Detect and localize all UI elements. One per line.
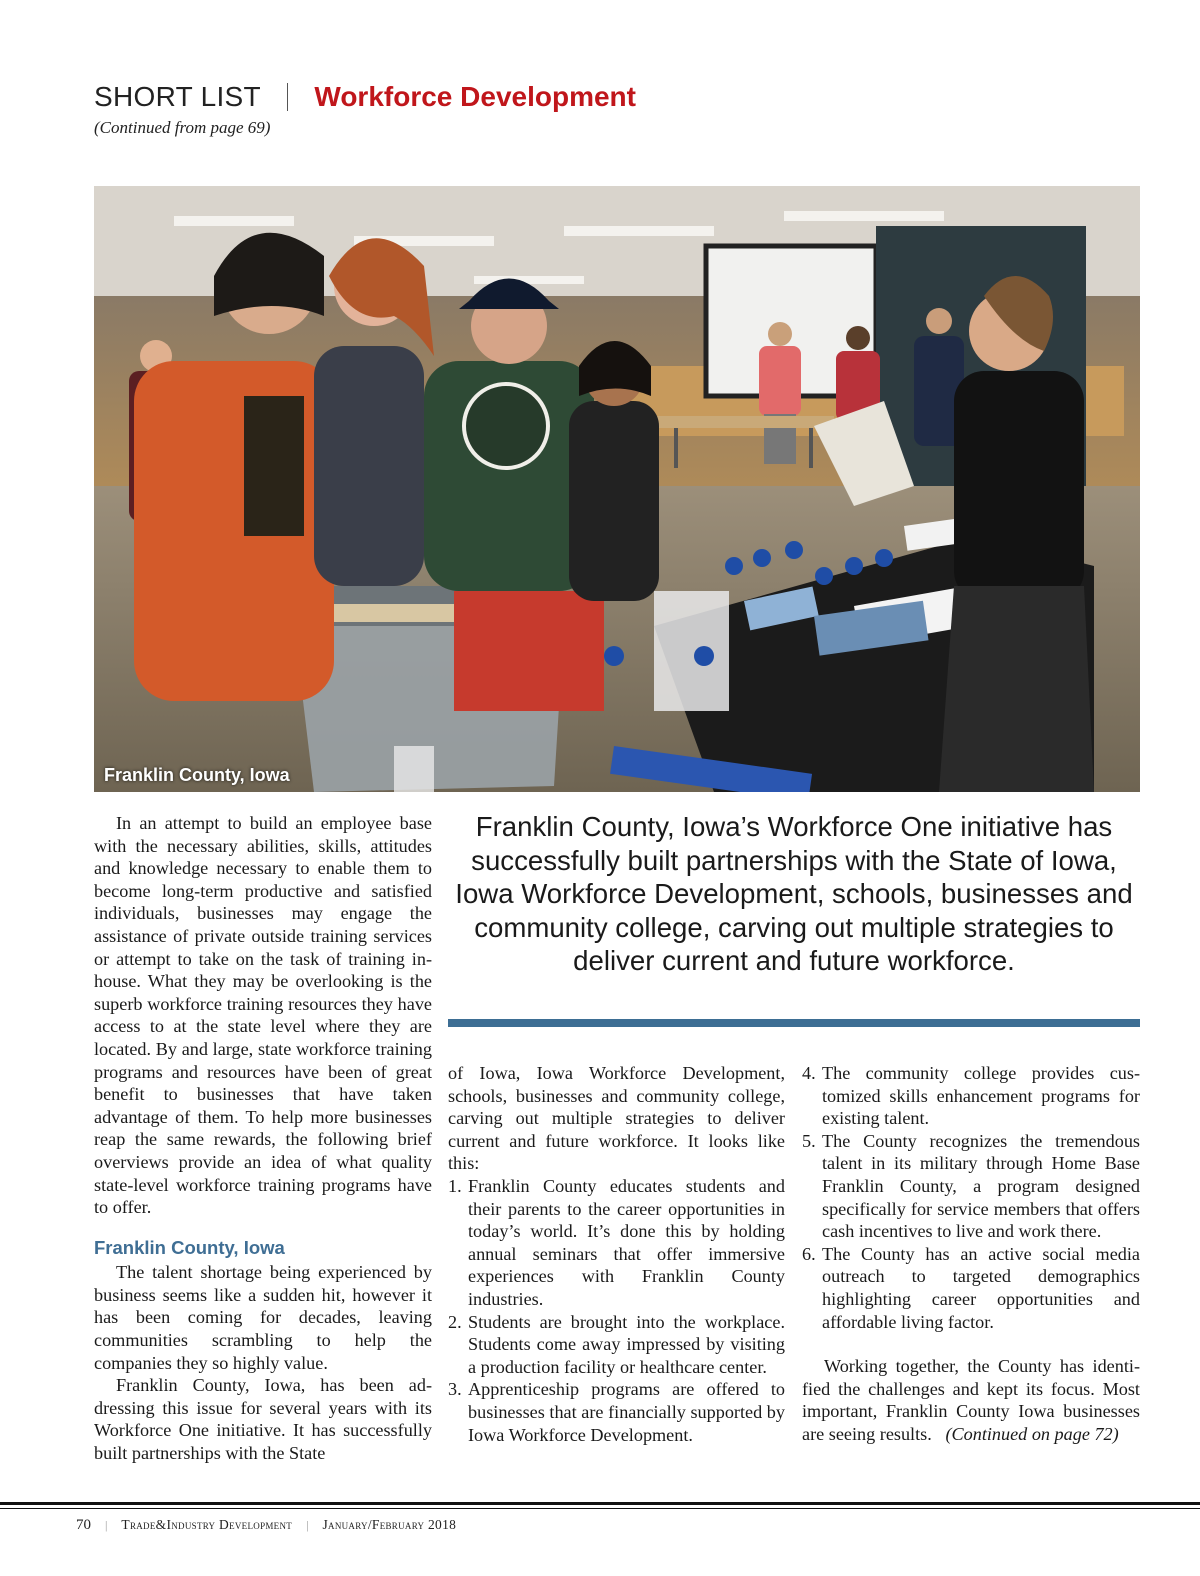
footer-separator: | [105,1517,108,1532]
list-item [802,1130,1140,1243]
spacer [802,1333,1140,1355]
left-column [94,812,432,1465]
section-topic: Workforce Development [314,81,636,112]
photo-caption: Franklin County, Iowa [104,765,290,785]
header-row [94,80,1144,114]
subhead-franklin-county: Franklin County, Iowa [94,1236,285,1258]
publication-name: Trade&Industry Development [121,1517,293,1532]
right-column [802,1062,1140,1446]
middle-lead-paragraph: of Iowa, Iowa Workforce Development, schools, businesses and community college, carving out multiple strategies to deliver current and future workforce. It looks like this: [448,1063,785,1174]
page-header [94,80,1144,140]
list-number: 2. [448,1311,462,1332]
list-number: 1. [448,1175,462,1196]
list-item [448,1175,785,1311]
section-label: SHORT LIST [94,81,261,112]
footer-separator: | [306,1517,309,1532]
feature-photo [94,186,1140,792]
list-text: The County has an active social media outreach to targeted demographics highlighting career opportunities and affordable living factor. [822,1243,1140,1332]
footer-rule-thin [0,1508,1200,1509]
header-divider [287,83,289,111]
list-text: Franklin County educates students and their parents to the career opportunities in today’s world. It’s done this by holding annual seminars that offer immersive experiences with Franklin County industries. [468,1175,785,1309]
list-item [448,1311,785,1379]
list-text: The County recognizes the tremendous talent in its military through Home Base Franklin County, a program designed specifically for service members that offers cash incentives to live and work there. [822,1130,1140,1242]
footer-rule-thick [0,1502,1200,1505]
closing-text: Working together, the County has identified the challenges and kept its focus. Most important, Franklin County Iowa businesses are seeing results. [802,1356,1140,1444]
list-text: The community college provides customized skills enhancement programs for existing talent. [822,1063,1140,1129]
list-number: 6. [802,1243,816,1264]
closing-paragraph [802,1355,1140,1445]
list-number: 5. [802,1130,816,1151]
list-item [802,1243,1140,1333]
list-number: 3. [448,1379,462,1400]
body-paragraph-2: Franklin County, Iowa, has been addressing this issue for several years with its Workforce One initiative. It has successfully built partnerships with the State [94,1375,432,1464]
issue-date: January/February 2018 [322,1517,457,1532]
list-number: 4. [802,1063,816,1083]
page-footer [76,1514,456,1536]
steps-list-4-6 [802,1062,1140,1333]
middle-column [448,1062,785,1446]
body-paragraph-1: The talent shortage being experienced by business seems like a sudden hit, however it has been coming for decades, leaving communities scrambling to help the companies they so highly value. [94,1262,432,1373]
list-text: Students are brought into the workplace. Students come away impressed by visiting a production facility or healthcare center. [468,1311,785,1377]
list-item [448,1378,785,1446]
continued-from-note: (Continued from page 69) [94,118,271,137]
intro-paragraph: In an attempt to build an employee base with the necessary abilities, skills, attitudes and knowledge necessary to enable them to become long-term productive and satisfied individuals, businesses may engage the assistance of private outside training services or attempt to take on the task of training in-house. What they may be overlooking is the superb workforce training resources they have access to at the state level where they are located. By and large, state workforce training programs and resources have been of great benefit to businesses that have taken advantage of them. To help more businesses reap the same rewards, the following brief overviews provide an idea of what quality state-level workforce training programs have to offer. [94,813,432,1218]
pull-quote: Franklin County, Iowa’s Workforce One initiative has successfully built partnerships with the State of Iowa, Iowa Workforce Development, schools, businesses and community college, carving out multiple strategies to deliver current and future workforce. [455,811,1133,976]
page-number: 70 [76,1516,91,1533]
list-item [802,1062,1140,1130]
list-text: Apprenticeship programs are offered to businesses that are financially supported by Iowa Workforce Development. [468,1379,785,1445]
pull-quote-rule [448,1019,1140,1027]
continued-on-link[interactable]: (Continued on page 72) [945,1423,1119,1444]
photo-illustration [94,186,1140,792]
steps-list-1-3 [448,1175,785,1446]
